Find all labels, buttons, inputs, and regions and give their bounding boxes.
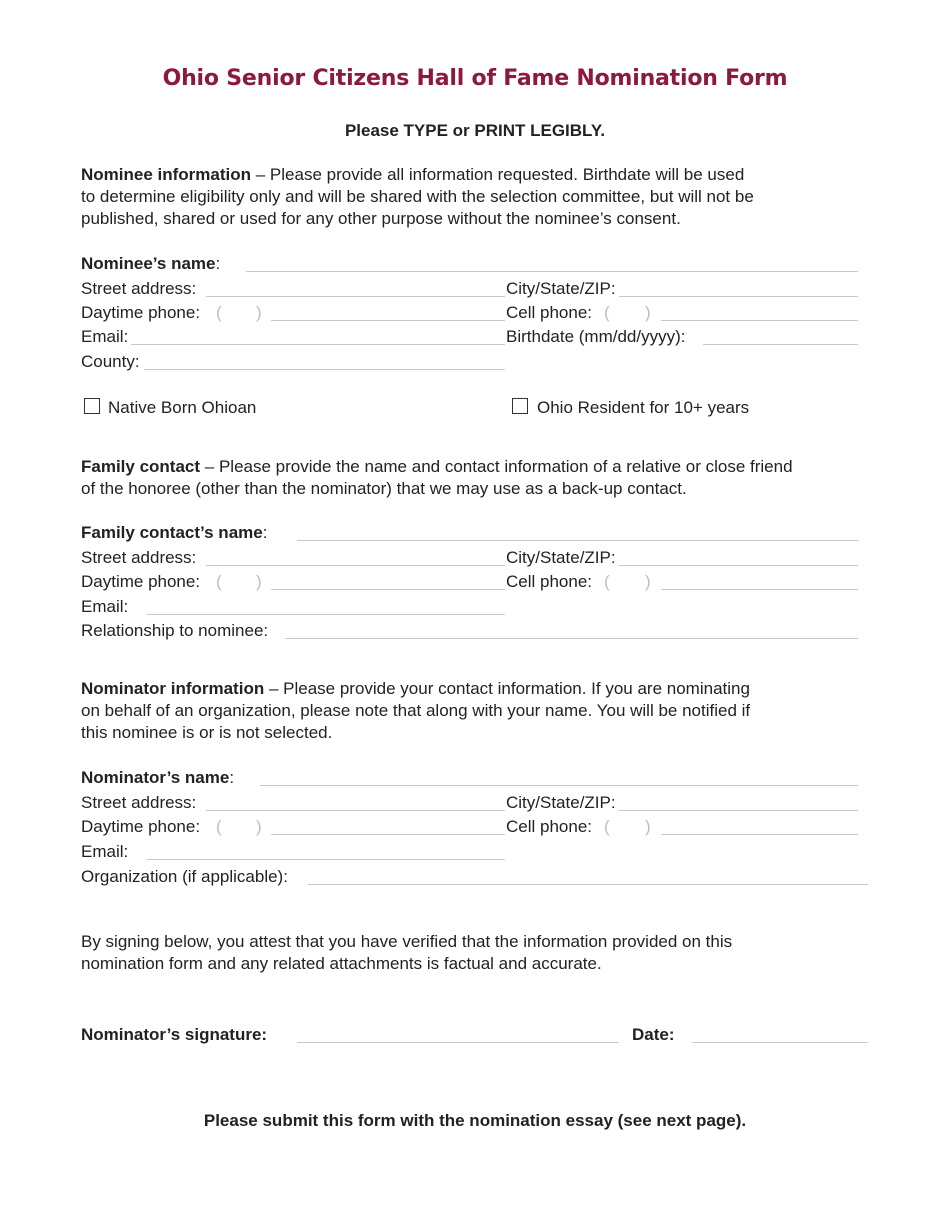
- nominee-city-field[interactable]: [619, 296, 858, 297]
- nominee-intro: [81, 164, 871, 230]
- nominee-birthdate-field[interactable]: [703, 344, 858, 345]
- nominator-org-field[interactable]: [308, 884, 868, 885]
- nominee-birthdate-label: Birthdate (mm/dd/yyyy):: [506, 327, 686, 346]
- nominee-intro-line: – Please provide all information requested. Birthdate will be used: [251, 165, 745, 184]
- nominee-street-label: Street address:: [81, 279, 197, 298]
- nominee-name-label: Nominee’s name:: [81, 254, 221, 273]
- nominator-email-field[interactable]: [147, 859, 505, 860]
- ohio-resident-label: Ohio Resident for 10+ years: [537, 398, 750, 417]
- nominator-street-field[interactable]: [206, 810, 505, 811]
- family-intro-line: – Please provide the name and contact information of a relative or close friend: [200, 457, 793, 476]
- attestation-line: nomination form and any related attachments is factual and accurate.: [81, 954, 602, 973]
- nominator-cell-field[interactable]: [661, 834, 858, 835]
- nominator-heading: Nominator information: [81, 679, 265, 698]
- family-intro-line: of the honoree (other than the nominator) that we may use as a back-up contact.: [81, 479, 687, 498]
- nominee-daytime-field[interactable]: [271, 320, 505, 321]
- signature-label: Nominator’s signature:: [81, 1025, 268, 1044]
- signature-field[interactable]: [297, 1042, 619, 1043]
- nominator-email-label: Email:: [81, 842, 129, 861]
- nominee-heading: Nominee information: [81, 165, 252, 184]
- family-daytime-label: Daytime phone:: [81, 572, 201, 591]
- nominee-intro-line: published, shared or used for any other purpose without the nominee’s consent.: [81, 209, 681, 228]
- family-cell-label: Cell phone:: [506, 572, 593, 591]
- nominator-daytime-field[interactable]: [271, 834, 505, 835]
- family-street-label: Street address:: [81, 548, 197, 567]
- family-intro: [81, 456, 871, 500]
- nominator-cell-area-open: (: [604, 817, 610, 836]
- family-city-field[interactable]: [619, 565, 858, 566]
- nominator-org-label: Organization (if applicable):: [81, 867, 288, 886]
- nominator-street-label: Street address:: [81, 793, 197, 812]
- nominee-email-field[interactable]: [131, 344, 505, 345]
- nominator-daytime-area-close: ): [256, 817, 262, 836]
- family-name-label: Family contact’s name:: [81, 523, 268, 542]
- nominee-daytime-area-open: (: [216, 303, 222, 322]
- nominee-daytime-label: Daytime phone:: [81, 303, 201, 322]
- date-field[interactable]: [692, 1042, 868, 1043]
- nominator-name-field[interactable]: [260, 785, 858, 786]
- form-title: Ohio Senior Citizens Hall of Fame Nomination Form: [162, 66, 788, 91]
- nominator-daytime-area-open: (: [216, 817, 222, 836]
- family-daytime-area-open: (: [216, 572, 222, 591]
- nominee-email-label: Email:: [81, 327, 129, 346]
- nominee-cell-field[interactable]: [661, 320, 858, 321]
- family-city-label: City/State/ZIP:: [506, 548, 616, 567]
- ohio-resident-checkbox[interactable]: [512, 398, 528, 414]
- nominee-cell-label: Cell phone:: [506, 303, 593, 322]
- attestation-line: By signing below, you attest that you have verified that the information provided on this: [81, 932, 733, 951]
- family-email-field[interactable]: [147, 614, 505, 615]
- date-label: Date:: [632, 1025, 675, 1044]
- nominator-intro-line: this nominee is or is not selected.: [81, 723, 333, 742]
- nominee-name-field[interactable]: [246, 271, 858, 272]
- family-cell-field[interactable]: [661, 589, 858, 590]
- nominator-daytime-label: Daytime phone:: [81, 817, 201, 836]
- family-email-label: Email:: [81, 597, 129, 616]
- native-born-checkbox[interactable]: [84, 398, 100, 414]
- nominee-county-label: County:: [81, 352, 140, 371]
- family-relationship-label: Relationship to nominee:: [81, 621, 269, 640]
- nominator-intro-line: on behalf of an organization, please note that along with your name. You will be notified if: [81, 701, 751, 720]
- nominator-city-label: City/State/ZIP:: [506, 793, 616, 812]
- family-daytime-field[interactable]: [271, 589, 505, 590]
- nominee-city-label: City/State/ZIP:: [506, 279, 616, 298]
- nominator-city-field[interactable]: [619, 810, 858, 811]
- family-street-field[interactable]: [206, 565, 505, 566]
- nominator-intro-line: – Please provide your contact information. If you are nominating: [264, 679, 750, 698]
- family-daytime-area-close: ): [256, 572, 262, 591]
- submit-instructions: Please submit this form with the nomination essay (see next page).: [203, 1111, 747, 1130]
- nominator-cell-area-close: ): [645, 817, 651, 836]
- nominator-cell-label: Cell phone:: [506, 817, 593, 836]
- attestation-text: [81, 931, 871, 975]
- nominee-street-field[interactable]: [206, 296, 505, 297]
- nominee-intro-line: to determine eligibility only and will be shared with the selection committee, but will not be: [81, 187, 754, 206]
- nominee-cell-area-open: (: [604, 303, 610, 322]
- nominee-cell-area-close: ): [645, 303, 651, 322]
- nominee-daytime-area-close: ): [256, 303, 262, 322]
- nominee-county-field[interactable]: [144, 369, 505, 370]
- family-name-field[interactable]: [297, 540, 858, 541]
- native-born-label: Native Born Ohioan: [108, 398, 257, 417]
- family-cell-area-close: ): [645, 572, 651, 591]
- family-cell-area-open: (: [604, 572, 610, 591]
- family-heading: Family contact: [81, 457, 201, 476]
- nominator-intro: [81, 678, 871, 744]
- family-relationship-field[interactable]: [285, 638, 858, 639]
- form-subtitle: Please TYPE or PRINT LEGIBLY.: [344, 121, 606, 140]
- nominator-name-label: Nominator’s name:: [81, 768, 235, 787]
